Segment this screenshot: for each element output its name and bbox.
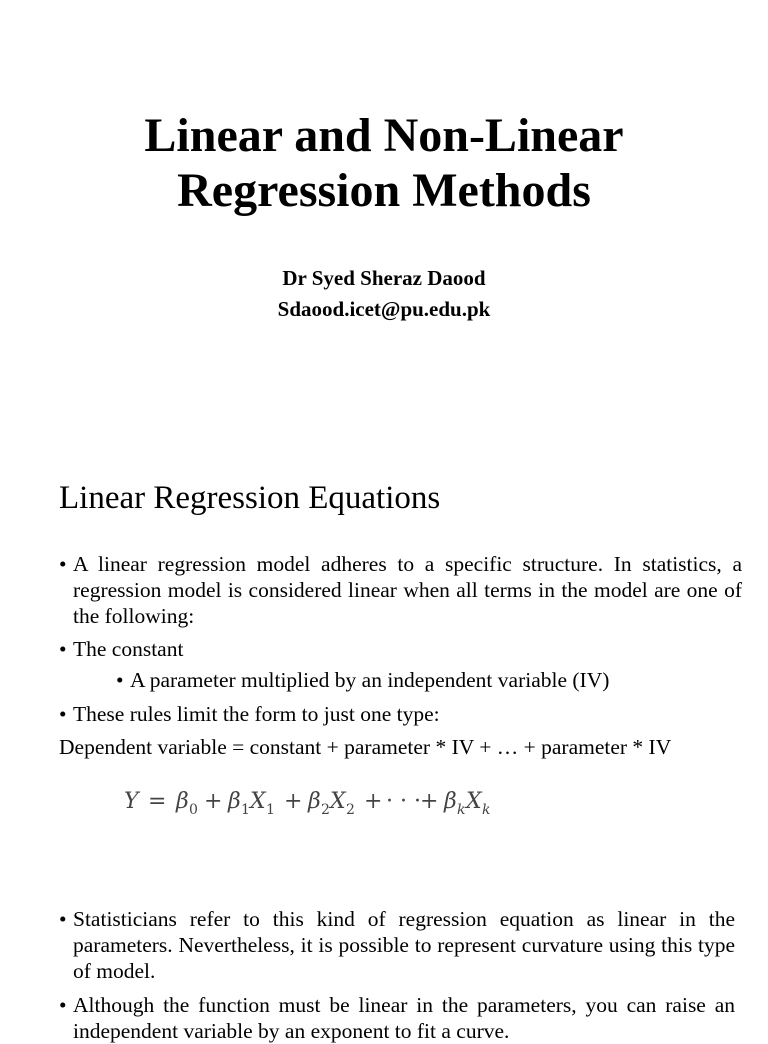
bullet-text: Although the function must be linear in the parameters, you can raise an independent variable by an exponent to fit a curve.	[73, 993, 735, 1043]
bullet-text: These rules limit the form to just one type:	[73, 702, 440, 726]
bullet-text: A parameter multiplied by an independent variable (IV)	[130, 668, 610, 692]
bullet-dot: •	[59, 907, 67, 931]
eq-plus-4: +	[420, 789, 439, 814]
eq-sub2-b: 2	[346, 802, 355, 818]
bullet-text: The constant	[73, 637, 184, 661]
eq-subk-b: k	[482, 802, 491, 818]
dependent-variable-formula-text: Dependent variable = constant + parameter * IV + … + parameter * IV	[59, 735, 672, 759]
eq-beta2: β	[308, 789, 321, 814]
eq-beta1: β	[228, 789, 241, 814]
bullet-item-linear-in-parameters	[59, 906, 735, 984]
eq-y: Y	[124, 789, 139, 814]
eq-betak: β	[444, 789, 457, 814]
eq-equals: =	[148, 789, 167, 814]
sub-bullet-item-parameter	[116, 667, 716, 693]
slide-title	[0, 108, 768, 218]
eq-subk-a: k	[457, 802, 466, 818]
section-heading: Linear Regression Equations	[59, 480, 441, 516]
eq-plus-2: +	[284, 789, 303, 814]
bullet-dot: •	[59, 702, 67, 726]
author-email: Sdaood.icet@pu.edu.pk	[277, 297, 491, 321]
eq-sub1-a: 1	[241, 802, 250, 818]
author-block	[0, 263, 768, 325]
eq-plus-3: +	[364, 789, 383, 814]
eq-x1: X	[250, 789, 266, 814]
title-line-2: Regression Methods	[177, 164, 591, 217]
bullet-dot: •	[116, 668, 124, 692]
regression-equation-image	[124, 786, 504, 820]
eq-sub2-a: 2	[321, 802, 330, 818]
eq-xk: X	[466, 789, 482, 814]
bullet-dot: •	[59, 993, 67, 1017]
eq-beta0: β	[176, 789, 189, 814]
eq-plus-1: +	[204, 789, 223, 814]
bullet-item-constant	[59, 636, 742, 662]
bullet-item-exponent-curve	[59, 992, 735, 1044]
eq-sub0: 0	[189, 802, 198, 818]
bullet-item-linear-structure	[59, 551, 742, 629]
eq-sub1-b: 1	[266, 802, 275, 818]
bullet-text: Statisticians refer to this kind of regression equation as linear in the parameters. Nevertheless, it is possible to represent curvature using this type of model.	[73, 907, 735, 983]
eq-dots: · · ·	[386, 789, 421, 814]
bullet-text: A linear regression model adheres to a specific structure. In statistics, a regression model is considered linear when all terms in the model are one of the following:	[73, 552, 742, 628]
bullet-item-rules	[59, 701, 742, 727]
author-name: Dr Syed Sheraz Daood	[282, 266, 486, 290]
bullet-dot: •	[59, 637, 67, 661]
bullet-dot: •	[59, 552, 67, 576]
eq-x2: X	[330, 789, 346, 814]
title-line-1: Linear and Non-Linear	[144, 109, 624, 162]
